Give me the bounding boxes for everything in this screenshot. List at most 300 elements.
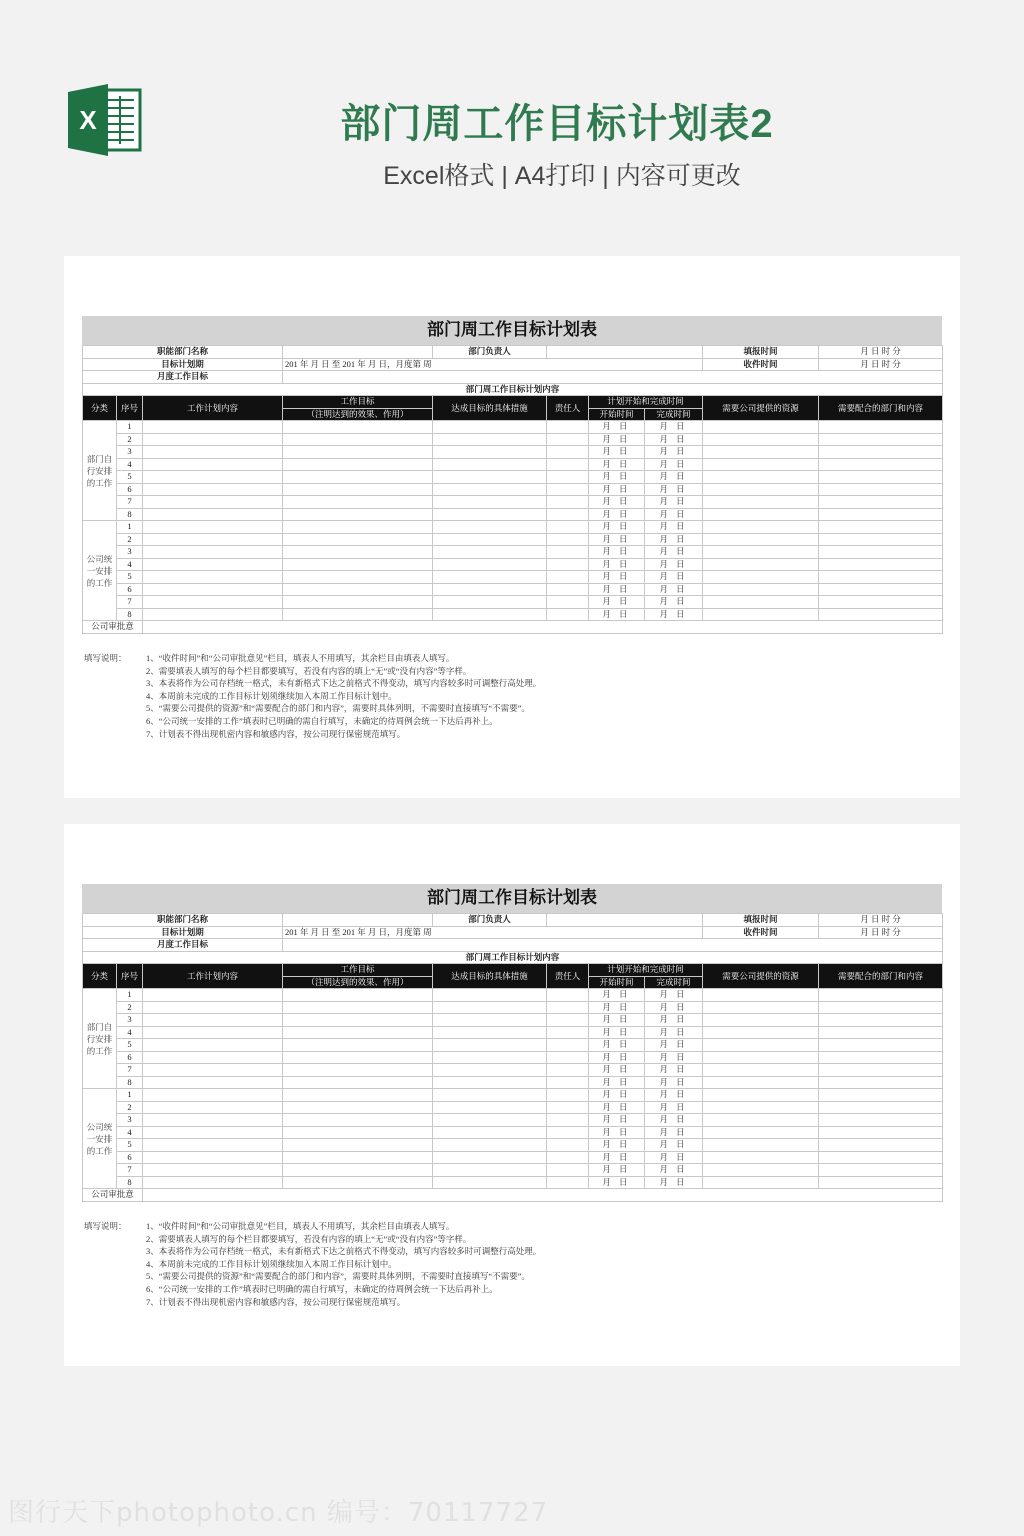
owner-cell[interactable]	[547, 1039, 589, 1052]
period-field[interactable]: 201 年 月 日 至 201 年 月 日，月度第 周	[283, 358, 703, 371]
measures-cell[interactable]	[433, 1039, 547, 1052]
start-date-cell[interactable]: 月 日	[589, 1139, 645, 1152]
start-date-cell[interactable]: 月 日	[589, 1101, 645, 1114]
owner-cell[interactable]	[547, 421, 589, 434]
coop-cell[interactable]	[819, 1164, 943, 1177]
owner-cell[interactable]	[547, 1164, 589, 1177]
measures-cell[interactable]	[433, 1014, 547, 1027]
receive-time-label: 收件时间	[703, 358, 819, 371]
dept-field[interactable]	[283, 914, 433, 927]
end-date-cell[interactable]: 月 日	[645, 1176, 703, 1189]
start-date-cell[interactable]: 月 日	[589, 1076, 645, 1089]
goal-cell[interactable]	[283, 1076, 433, 1089]
end-date-cell[interactable]: 月 日	[645, 421, 703, 434]
resources-cell[interactable]	[703, 583, 819, 596]
measures-cell[interactable]	[433, 1064, 547, 1077]
goal-cell[interactable]	[283, 458, 433, 471]
resources-cell[interactable]	[703, 608, 819, 621]
period-field[interactable]: 201 年 月 日 至 201 年 月 日，月度第 周	[283, 926, 703, 939]
measures-cell[interactable]	[433, 508, 547, 521]
content-cell[interactable]	[143, 1176, 283, 1189]
content-cell[interactable]	[143, 583, 283, 596]
content-cell[interactable]	[143, 1039, 283, 1052]
measures-cell[interactable]	[433, 1026, 547, 1039]
coop-cell[interactable]	[819, 571, 943, 584]
end-date-cell[interactable]: 月 日	[645, 558, 703, 571]
resources-cell[interactable]	[703, 483, 819, 496]
content-cell[interactable]	[143, 1089, 283, 1102]
end-date-cell[interactable]: 月 日	[645, 583, 703, 596]
end-date-cell[interactable]: 月 日	[645, 1014, 703, 1027]
goal-cell[interactable]	[283, 1101, 433, 1114]
owner-cell[interactable]	[547, 1001, 589, 1014]
owner-cell[interactable]	[547, 521, 589, 534]
plan-form	[82, 884, 942, 1202]
owner-cell[interactable]	[547, 608, 589, 621]
start-date-cell[interactable]: 月 日	[589, 1026, 645, 1039]
goal-cell[interactable]	[283, 1014, 433, 1027]
owner-cell[interactable]	[547, 1101, 589, 1114]
coop-cell[interactable]	[819, 433, 943, 446]
goal-cell[interactable]	[283, 596, 433, 609]
resources-cell[interactable]	[703, 1039, 819, 1052]
end-date-cell[interactable]: 月 日	[645, 471, 703, 484]
owner-cell[interactable]	[547, 1076, 589, 1089]
instruction-item: 4、本周前未完成的工作目标计划须继续加入本周工作目标计划中。	[146, 1258, 397, 1269]
start-date-cell[interactable]: 月 日	[589, 496, 645, 509]
dept-field[interactable]	[283, 346, 433, 359]
coop-cell[interactable]	[819, 1151, 943, 1164]
coop-cell[interactable]	[819, 1126, 943, 1139]
resources-cell[interactable]	[703, 1026, 819, 1039]
content-cell[interactable]	[143, 533, 283, 546]
measures-cell[interactable]	[433, 1001, 547, 1014]
goal-cell[interactable]	[283, 446, 433, 459]
goal-cell[interactable]	[283, 433, 433, 446]
content-cell[interactable]	[143, 571, 283, 584]
table-row	[83, 1176, 943, 1189]
measures-cell[interactable]	[433, 546, 547, 559]
coop-cell[interactable]	[819, 1039, 943, 1052]
goal-cell[interactable]	[283, 1151, 433, 1164]
start-date-cell[interactable]: 月 日	[589, 1089, 645, 1102]
content-cell[interactable]	[143, 1126, 283, 1139]
end-date-cell[interactable]: 月 日	[645, 521, 703, 534]
content-cell[interactable]	[143, 596, 283, 609]
table-row	[83, 571, 943, 584]
table-row	[83, 521, 943, 534]
table-row	[83, 433, 943, 446]
coop-cell[interactable]	[819, 496, 943, 509]
coop-cell[interactable]	[819, 1176, 943, 1189]
resources-cell[interactable]	[703, 571, 819, 584]
col-content: 工作计划内容	[143, 964, 283, 989]
measures-cell[interactable]	[433, 521, 547, 534]
resources-cell[interactable]	[703, 1089, 819, 1102]
owner-cell[interactable]	[547, 533, 589, 546]
owner-cell[interactable]	[547, 1176, 589, 1189]
owner-cell[interactable]	[547, 471, 589, 484]
end-date-cell[interactable]: 月 日	[645, 1001, 703, 1014]
measures-cell[interactable]	[433, 433, 547, 446]
col-category: 分类	[83, 396, 117, 421]
measures-cell[interactable]	[433, 989, 547, 1002]
resources-cell[interactable]	[703, 558, 819, 571]
resources-cell[interactable]	[703, 1151, 819, 1164]
start-date-cell[interactable]: 月 日	[589, 1126, 645, 1139]
resources-cell[interactable]	[703, 1014, 819, 1027]
monthly-goal-field[interactable]	[283, 939, 943, 952]
measures-cell[interactable]	[433, 1076, 547, 1089]
coop-cell[interactable]	[819, 1139, 943, 1152]
resources-cell[interactable]	[703, 458, 819, 471]
resources-cell[interactable]	[703, 496, 819, 509]
content-cell[interactable]	[143, 421, 283, 434]
fill-time-field[interactable]: 月 日 时 分	[819, 346, 943, 359]
start-date-cell[interactable]: 月 日	[589, 421, 645, 434]
fill-time-field[interactable]: 月 日 时 分	[819, 914, 943, 927]
content-cell[interactable]	[143, 508, 283, 521]
table-row	[83, 596, 943, 609]
goal-cell[interactable]	[283, 1051, 433, 1064]
content-cell[interactable]	[143, 483, 283, 496]
goal-cell[interactable]	[283, 1126, 433, 1139]
content-cell[interactable]	[143, 608, 283, 621]
coop-cell[interactable]	[819, 1014, 943, 1027]
measures-cell[interactable]	[433, 1139, 547, 1152]
start-date-cell[interactable]: 月 日	[589, 989, 645, 1002]
owner-cell[interactable]	[547, 458, 589, 471]
start-date-cell[interactable]: 月 日	[589, 483, 645, 496]
table-row	[83, 421, 943, 434]
owner-cell[interactable]	[547, 571, 589, 584]
owner-cell[interactable]	[547, 583, 589, 596]
receive-time-field[interactable]: 月 日 时 分	[819, 358, 943, 371]
table-row	[83, 483, 943, 496]
start-date-cell[interactable]: 月 日	[589, 608, 645, 621]
approval-field[interactable]	[143, 1189, 943, 1202]
owner-cell[interactable]	[547, 483, 589, 496]
owner-cell[interactable]	[547, 1114, 589, 1127]
owner-cell[interactable]	[547, 1051, 589, 1064]
instruction-item: 6、“公司统一安排的工作”填表时已明确的需自行填写，未确定的待周例会统一下达后再补上。	[146, 1283, 498, 1294]
coop-cell[interactable]	[819, 1114, 943, 1127]
measures-cell[interactable]	[433, 558, 547, 571]
page-subtitle: Excel格式 | A4打印 | 内容可更改	[383, 162, 741, 190]
content-cell[interactable]	[143, 1014, 283, 1027]
end-date-cell[interactable]: 月 日	[645, 1114, 703, 1127]
content-cell[interactable]	[143, 1164, 283, 1177]
start-date-cell[interactable]: 月 日	[589, 558, 645, 571]
owner-cell[interactable]	[547, 558, 589, 571]
start-date-cell[interactable]: 月 日	[589, 1114, 645, 1127]
resources-cell[interactable]	[703, 546, 819, 559]
start-date-cell[interactable]: 月 日	[589, 471, 645, 484]
content-cell[interactable]	[143, 1101, 283, 1114]
monthly-goal-field[interactable]	[283, 371, 943, 384]
coop-cell[interactable]	[819, 421, 943, 434]
goal-cell[interactable]	[283, 1026, 433, 1039]
owner-cell[interactable]	[547, 596, 589, 609]
goal-cell[interactable]	[283, 608, 433, 621]
end-date-cell[interactable]: 月 日	[645, 608, 703, 621]
measures-cell[interactable]	[433, 446, 547, 459]
end-date-cell[interactable]: 月 日	[645, 546, 703, 559]
end-date-cell[interactable]: 月 日	[645, 1076, 703, 1089]
content-cell[interactable]	[143, 433, 283, 446]
resources-cell[interactable]	[703, 446, 819, 459]
start-date-cell[interactable]: 月 日	[589, 1151, 645, 1164]
goal-cell[interactable]	[283, 1064, 433, 1077]
goal-cell[interactable]	[283, 483, 433, 496]
end-date-cell[interactable]: 月 日	[645, 458, 703, 471]
content-cell[interactable]	[143, 1076, 283, 1089]
instruction-item: 5、“需要公司提供的资源”和“需要配合的部门和内容”，需要时具体列明，不需要时直接填写“不需要”。	[146, 703, 530, 714]
coop-cell[interactable]	[819, 1064, 943, 1077]
coop-cell[interactable]	[819, 446, 943, 459]
coop-cell[interactable]	[819, 1089, 943, 1102]
approval-label: 公司审批意	[83, 621, 143, 634]
receive-time-field[interactable]: 月 日 时 分	[819, 926, 943, 939]
goal-cell[interactable]	[283, 421, 433, 434]
content-cell[interactable]	[143, 1114, 283, 1127]
resources-cell[interactable]	[703, 1126, 819, 1139]
head-field[interactable]	[547, 346, 703, 359]
owner-cell[interactable]	[547, 446, 589, 459]
start-date-cell[interactable]: 月 日	[589, 546, 645, 559]
start-date-cell[interactable]: 月 日	[589, 521, 645, 534]
goal-cell[interactable]	[283, 1001, 433, 1014]
content-cell[interactable]	[143, 546, 283, 559]
end-date-cell[interactable]: 月 日	[645, 1051, 703, 1064]
content-cell[interactable]	[143, 1139, 283, 1152]
content-cell[interactable]	[143, 1151, 283, 1164]
content-cell[interactable]	[143, 989, 283, 1002]
resources-cell[interactable]	[703, 596, 819, 609]
end-date-cell[interactable]: 月 日	[645, 446, 703, 459]
end-date-cell[interactable]: 月 日	[645, 571, 703, 584]
start-date-cell[interactable]: 月 日	[589, 446, 645, 459]
resources-cell[interactable]	[703, 533, 819, 546]
end-date-cell[interactable]: 月 日	[645, 1089, 703, 1102]
sheet-preview-1	[64, 256, 960, 798]
start-date-cell[interactable]: 月 日	[589, 533, 645, 546]
resources-cell[interactable]	[703, 433, 819, 446]
owner-cell[interactable]	[547, 1126, 589, 1139]
goal-cell[interactable]	[283, 521, 433, 534]
coop-cell[interactable]	[819, 1026, 943, 1039]
content-cell[interactable]	[143, 446, 283, 459]
end-date-cell[interactable]: 月 日	[645, 533, 703, 546]
coop-cell[interactable]	[819, 508, 943, 521]
owner-cell[interactable]	[547, 1064, 589, 1077]
measures-cell[interactable]	[433, 1176, 547, 1189]
start-date-cell[interactable]: 月 日	[589, 1064, 645, 1077]
content-cell[interactable]	[143, 1026, 283, 1039]
coop-cell[interactable]	[819, 1101, 943, 1114]
goal-cell[interactable]	[283, 989, 433, 1002]
goal-cell[interactable]	[283, 496, 433, 509]
end-date-cell[interactable]: 月 日	[645, 508, 703, 521]
col-resources: 需要公司提供的资源	[703, 964, 819, 989]
measures-cell[interactable]	[433, 471, 547, 484]
head-field[interactable]	[547, 914, 703, 927]
end-date-cell[interactable]: 月 日	[645, 1151, 703, 1164]
coop-cell[interactable]	[819, 989, 943, 1002]
start-date-cell[interactable]: 月 日	[589, 508, 645, 521]
row-number: 1	[117, 1089, 143, 1102]
measures-cell[interactable]	[433, 1114, 547, 1127]
end-date-cell[interactable]: 月 日	[645, 496, 703, 509]
goal-cell[interactable]	[283, 546, 433, 559]
start-date-cell[interactable]: 月 日	[589, 1164, 645, 1177]
start-date-cell[interactable]: 月 日	[589, 1014, 645, 1027]
content-cell[interactable]	[143, 496, 283, 509]
resources-cell[interactable]	[703, 1101, 819, 1114]
owner-cell[interactable]	[547, 546, 589, 559]
start-date-cell[interactable]: 月 日	[589, 1176, 645, 1189]
goal-cell[interactable]	[283, 508, 433, 521]
measures-cell[interactable]	[433, 1051, 547, 1064]
goal-cell[interactable]	[283, 1114, 433, 1127]
goal-cell[interactable]	[283, 1089, 433, 1102]
coop-cell[interactable]	[819, 608, 943, 621]
table-row	[83, 1164, 943, 1177]
content-cell[interactable]	[143, 458, 283, 471]
end-date-cell[interactable]: 月 日	[645, 1101, 703, 1114]
content-cell[interactable]	[143, 1051, 283, 1064]
content-cell[interactable]	[143, 1001, 283, 1014]
owner-cell[interactable]	[547, 496, 589, 509]
resources-cell[interactable]	[703, 1139, 819, 1152]
owner-cell[interactable]	[547, 1026, 589, 1039]
page-title: 部门周工作目标计划表2	[340, 102, 774, 146]
resources-cell[interactable]	[703, 1114, 819, 1127]
end-date-cell[interactable]: 月 日	[645, 1126, 703, 1139]
coop-cell[interactable]	[819, 1051, 943, 1064]
start-date-cell[interactable]: 月 日	[589, 583, 645, 596]
resources-cell[interactable]	[703, 989, 819, 1002]
goal-cell[interactable]	[283, 533, 433, 546]
owner-cell[interactable]	[547, 1089, 589, 1102]
measures-cell[interactable]	[433, 533, 547, 546]
measures-cell[interactable]	[433, 1164, 547, 1177]
coop-cell[interactable]	[819, 558, 943, 571]
start-date-cell[interactable]: 月 日	[589, 596, 645, 609]
content-cell[interactable]	[143, 471, 283, 484]
measures-cell[interactable]	[433, 571, 547, 584]
table-row	[83, 1114, 943, 1127]
measures-cell[interactable]	[433, 421, 547, 434]
coop-cell[interactable]	[819, 1076, 943, 1089]
approval-field[interactable]	[143, 621, 943, 634]
measures-cell[interactable]	[433, 1089, 547, 1102]
goal-cell[interactable]	[283, 1039, 433, 1052]
start-date-cell[interactable]: 月 日	[589, 1001, 645, 1014]
content-cell[interactable]	[143, 558, 283, 571]
measures-cell[interactable]	[433, 1126, 547, 1139]
owner-cell[interactable]	[547, 1139, 589, 1152]
owner-cell[interactable]	[547, 1014, 589, 1027]
end-date-cell[interactable]: 月 日	[645, 989, 703, 1002]
resources-cell[interactable]	[703, 1001, 819, 1014]
instruction-item: 3、本表将作为公司存档统一格式，未有新格式下达之前格式不得变动，填写内容较多时可调整行高处理。	[146, 1246, 542, 1257]
measures-cell[interactable]	[433, 483, 547, 496]
end-date-cell[interactable]: 月 日	[645, 1064, 703, 1077]
coop-cell[interactable]	[819, 458, 943, 471]
measures-cell[interactable]	[433, 458, 547, 471]
owner-cell[interactable]	[547, 1151, 589, 1164]
table-row	[83, 558, 943, 571]
measures-cell[interactable]	[433, 596, 547, 609]
goal-cell[interactable]	[283, 1139, 433, 1152]
end-date-cell[interactable]: 月 日	[645, 433, 703, 446]
owner-cell[interactable]	[547, 989, 589, 1002]
coop-cell[interactable]	[819, 471, 943, 484]
resources-cell[interactable]	[703, 1164, 819, 1177]
measures-cell[interactable]	[433, 496, 547, 509]
resources-cell[interactable]	[703, 421, 819, 434]
measures-cell[interactable]	[433, 583, 547, 596]
end-date-cell[interactable]: 月 日	[645, 596, 703, 609]
resources-cell[interactable]	[703, 1064, 819, 1077]
resources-cell[interactable]	[703, 508, 819, 521]
goal-cell[interactable]	[283, 558, 433, 571]
coop-cell[interactable]	[819, 533, 943, 546]
end-date-cell[interactable]: 月 日	[645, 1026, 703, 1039]
col-goal: 工作目标	[283, 396, 433, 409]
goal-cell[interactable]	[283, 583, 433, 596]
coop-cell[interactable]	[819, 521, 943, 534]
goal-cell[interactable]	[283, 1164, 433, 1177]
start-date-cell[interactable]: 月 日	[589, 433, 645, 446]
col-end: 完成时间	[645, 408, 703, 421]
goal-cell[interactable]	[283, 571, 433, 584]
end-date-cell[interactable]: 月 日	[645, 1039, 703, 1052]
coop-cell[interactable]	[819, 483, 943, 496]
owner-cell[interactable]	[547, 508, 589, 521]
resources-cell[interactable]	[703, 1076, 819, 1089]
coop-cell[interactable]	[819, 546, 943, 559]
sheet-preview-2	[64, 824, 960, 1366]
coop-cell[interactable]	[819, 583, 943, 596]
end-date-cell[interactable]: 月 日	[645, 483, 703, 496]
row-number: 2	[117, 1001, 143, 1014]
watermark: 图行天下photophoto.cn 编号：70117727	[8, 1498, 549, 1528]
coop-cell[interactable]	[819, 596, 943, 609]
measures-cell[interactable]	[433, 1101, 547, 1114]
resources-cell[interactable]	[703, 471, 819, 484]
goal-cell[interactable]	[283, 471, 433, 484]
start-date-cell[interactable]: 月 日	[589, 1039, 645, 1052]
end-date-cell[interactable]: 月 日	[645, 1164, 703, 1177]
measures-cell[interactable]	[433, 1151, 547, 1164]
start-date-cell[interactable]: 月 日	[589, 571, 645, 584]
start-date-cell[interactable]: 月 日	[589, 458, 645, 471]
start-date-cell[interactable]: 月 日	[589, 1051, 645, 1064]
end-date-cell[interactable]: 月 日	[645, 1139, 703, 1152]
resources-cell[interactable]	[703, 1051, 819, 1064]
coop-cell[interactable]	[819, 1001, 943, 1014]
resources-cell[interactable]	[703, 521, 819, 534]
measures-cell[interactable]	[433, 608, 547, 621]
content-cell[interactable]	[143, 521, 283, 534]
content-cell[interactable]	[143, 1064, 283, 1077]
goal-cell[interactable]	[283, 1176, 433, 1189]
col-content: 工作计划内容	[143, 396, 283, 421]
resources-cell[interactable]	[703, 1176, 819, 1189]
owner-cell[interactable]	[547, 433, 589, 446]
